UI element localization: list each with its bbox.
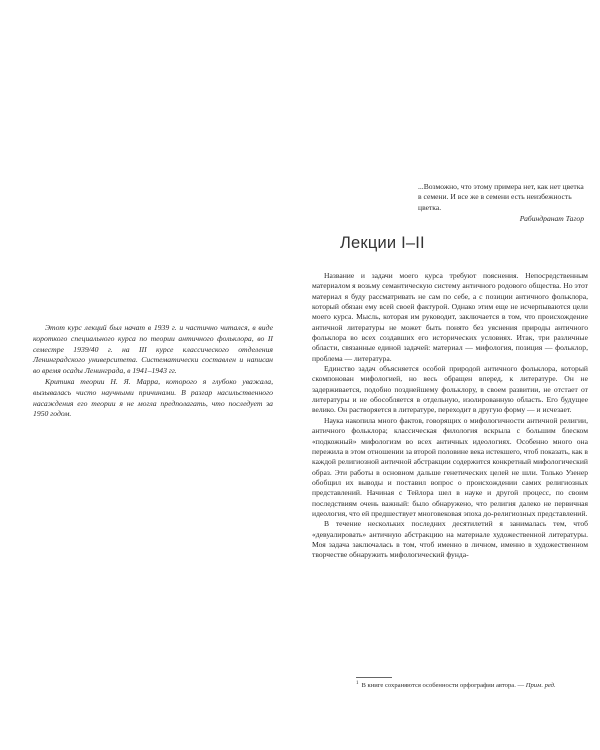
footnote-text: В книге сохраняются особенности орфографии автора. — <box>361 682 525 690</box>
epigraph-text: ...Возможно, что этому примера нет, как нет цветка в семени. И все же в семени есть неизбежность цветка. <box>418 182 584 212</box>
body-paragraph: Единство задач объясняется особой природой античного фольклора, который скомпонован мифологией, но весь обращен вперед, к литературе. Он не задерживается, подобно позднейшему фольклору, в своем развитии, не отстает от литературы и не обособляется в отдельную, изолированную область. Его будущее велико. Он растворяется в литературе, переходит в другую форму — и исчезает. <box>312 364 588 415</box>
lecture-title: Лекции I–II <box>340 234 425 252</box>
body-paragraph: Наука накопила много фактов, говорящих о мифологичности античной религии, античного фольклора; классическая филология вскрыла с большим блеском «подкожный» мифологизм во всех античных идеологиях. Особенно много она пережила в этом отношении за второй половине века истекшего, чтоб показать, как в каждой религиозной античной абстракции содержится конкретный мифологический образ. Эти работы в основном дальше генетических целей не шли. Только Узенер обобщил их выводы и поставил вопрос о происхождении самих религиозных представлений. Начиная с Тейлора шел в науке и другой процесс, по своим последствиям очень важный: было обнаружено, что религия далеко не первичная идеология, что ей предшествует многовековая эпоха до-религиозных представлений. <box>312 415 588 518</box>
footnote-divider <box>356 677 392 678</box>
note-paragraph: Этот курс лекций был начат в 1939 г. и частично читался, в виде короткого специального курса по теории античного фольклора, во II семестре 1939/40 г. на III курсе классического отделения Ленинградского университета. Систематически составлен и написан во время осады Ленинграда, в 1941–1943 гг. <box>33 323 273 376</box>
body-paragraph: В течение нескольких последних десятилетий я занималась тем, чтоб «девуалировать» античную абстракцию на материале художественной литературы. Моя задача заключалась в том, чтоб именно в личном, именно в художественном творчестве обнаружить мифологический фунда- <box>312 519 588 560</box>
epigraph-author: Рабиндранат Тагор <box>519 214 584 224</box>
footnote-source: Прим. ред. <box>525 682 556 690</box>
footnote <box>356 680 588 691</box>
right-page <box>300 0 600 750</box>
note-paragraph: Критика теории Н. Я. Марра, которого я глубоко уважала, вызывалась чисто научными причинами. В разгар насильственного насаждения его теории я не могла предполагать, что последует за 1950 годом. <box>33 376 273 419</box>
footnote-mark: 1 <box>356 681 359 686</box>
body-paragraph: Название и задачи моего курса требуют пояснения. Непосредственным материалом я возьму семантическую систему античного родового общества. Но этот материал я буду рассматривать не сам по себе, а с позиции античного фольклора, который обязан ему всей своей фактурой. Однако этим еще не исчерпываются цели моего курса. Мысль, которая им руководит, заключается в том, что происхождение античной литературы не может быть понято без уяснения природы античного фольклора во всех создавших его исторических условиях. Итак, три различные области, связанные единой задачей: материал — мифология, позиция — фольклор, проблема — литература. <box>312 271 588 363</box>
course-history-note <box>33 323 273 420</box>
epigraph <box>418 182 584 225</box>
lecture-body <box>312 271 588 561</box>
